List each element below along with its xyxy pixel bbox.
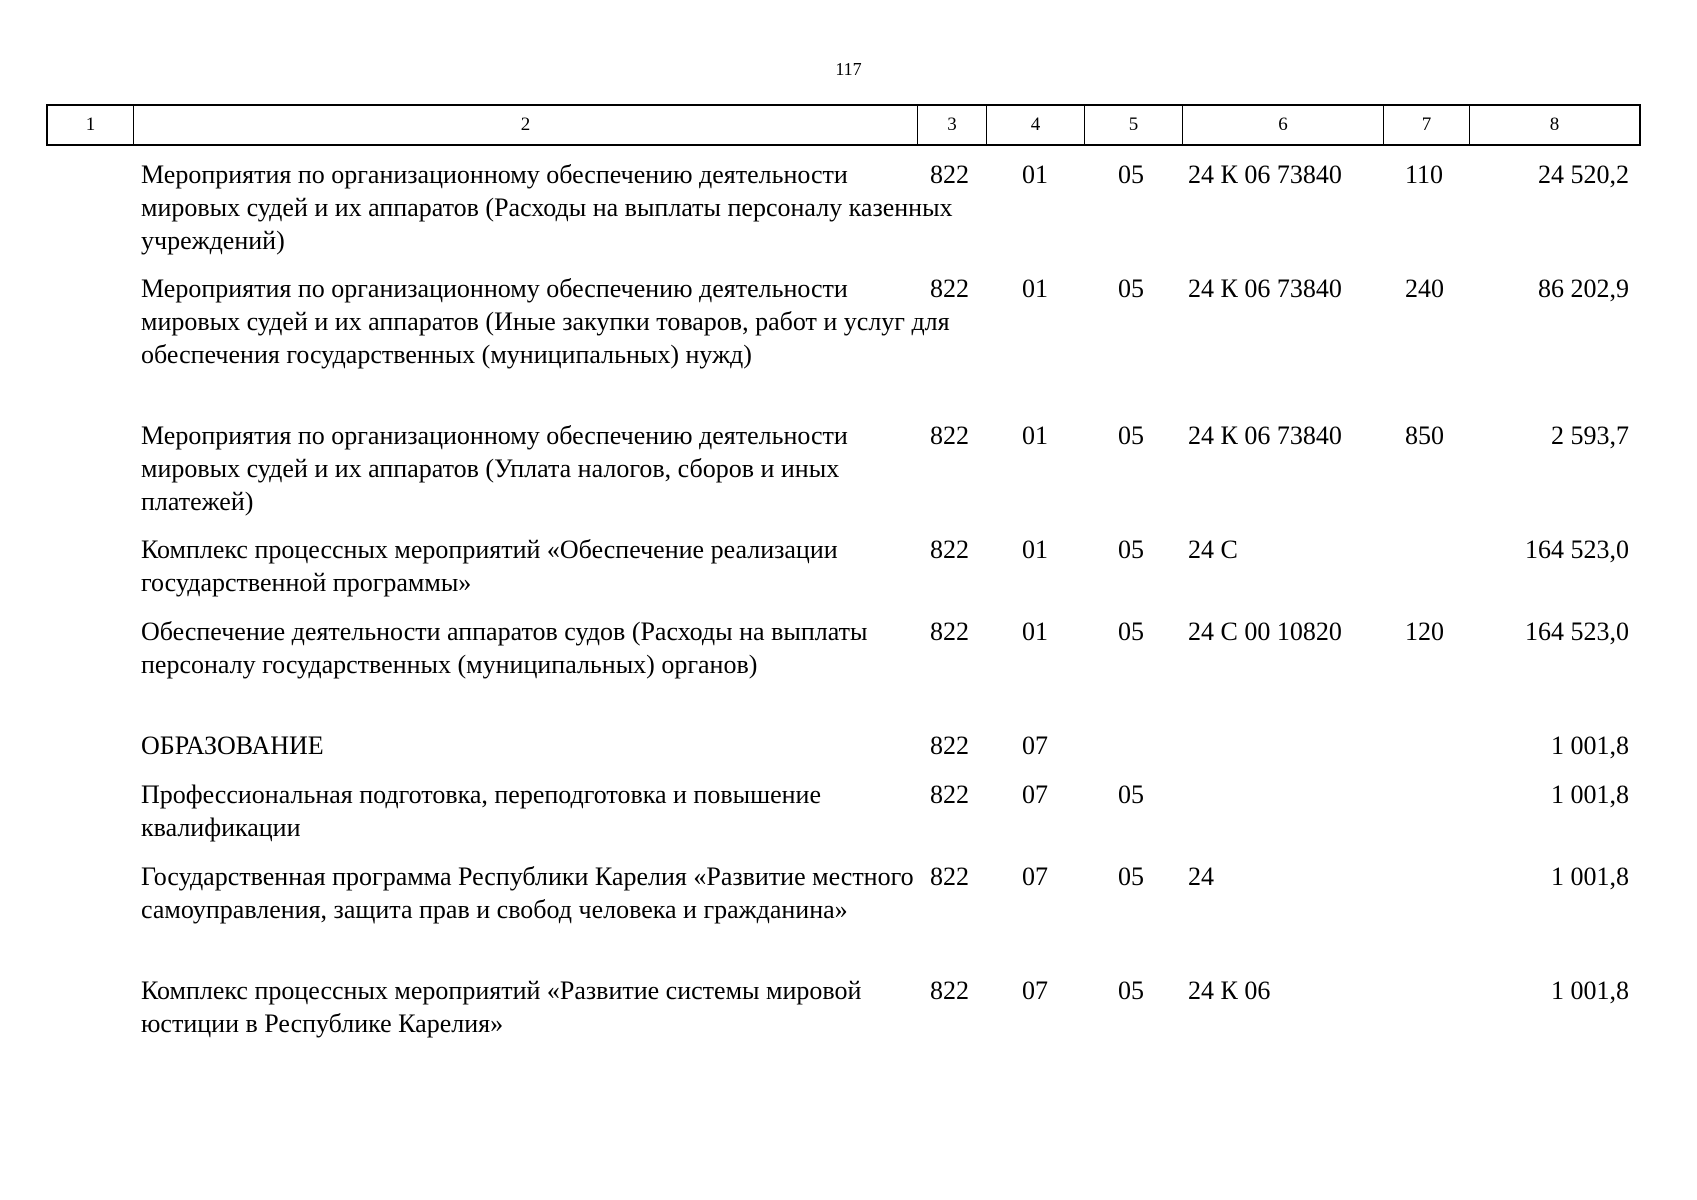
row-target-code: 24 С 00 10820 [1188,617,1342,646]
row-section-code: 01 [1022,617,1048,646]
row-amount: 86 202,9 [1538,274,1629,303]
row-name: ОБРАЗОВАНИЕ [141,731,324,760]
row-amount: 24 520,2 [1538,160,1629,189]
row-section-code: 01 [1022,274,1048,303]
row-name: Государственная программа Республики Карелия «Развитие местного самоуправления, защита прав и свобод человека и гражданина» [141,862,914,924]
row-section-code: 01 [1022,160,1048,189]
row-subsection-code: 05 [1118,274,1144,303]
row-ministry-code: 822 [930,421,969,450]
row-target-code: 24 [1188,862,1214,891]
row-target-code: 24 К 06 [1188,976,1271,1005]
table-row [46,974,1641,1056]
table-row [46,272,1641,419]
table-row [46,778,1641,860]
table-row [46,533,1641,615]
row-ministry-code: 822 [930,617,969,646]
table-row [46,419,1641,533]
row-amount: 164 523,0 [1525,535,1629,564]
row-expense-type: 240 [1405,274,1444,303]
page-number: 117 [835,59,862,79]
row-ministry-code: 822 [930,160,969,189]
row-target-code: 24 С [1188,535,1238,564]
row-name: Профессиональная подготовка, переподготовка и повышение квалификации [141,780,822,842]
table-row [46,615,1641,729]
header-col-2: 2 [134,106,918,144]
row-section-code: 07 [1022,862,1048,891]
row-section-code: 07 [1022,731,1048,760]
row-amount: 1 001,8 [1551,731,1629,760]
row-amount: 1 001,8 [1551,976,1629,1005]
row-name: Мероприятия по организационному обеспечению деятельности мировых судей и их аппаратов (Расходы на выплаты персоналу казенных учреждений) [141,160,953,255]
header-col-7: 7 [1384,106,1470,144]
table-row [46,158,1641,272]
row-ministry-code: 822 [930,731,969,760]
row-target-code: 24 К 06 73840 [1188,274,1342,303]
row-amount: 2 593,7 [1551,421,1629,450]
row-amount: 1 001,8 [1551,862,1629,891]
row-name: Мероприятия по организационному обеспечению деятельности мировых судей и их аппаратов (Иные закупки товаров, работ и услуг для обеспечения государственных (муниципальных) нужд) [141,274,950,369]
row-target-code: 24 К 06 73840 [1188,421,1342,450]
row-name: Мероприятия по организационному обеспечению деятельности мировых судей и их аппаратов (Уплата налогов, сборов и иных платежей) [141,421,848,516]
row-name: Комплекс процессных мероприятий «Развитие системы мировой юстиции в Республике Карелия» [141,976,862,1038]
row-name: Обеспечение деятельности аппаратов судов (Расходы на выплаты персоналу государственных (муниципальных) органов) [141,617,868,679]
row-subsection-code: 05 [1118,862,1144,891]
row-subsection-code: 05 [1118,421,1144,450]
row-subsection-code: 05 [1118,160,1144,189]
header-col-5: 5 [1085,106,1183,144]
row-ministry-code: 822 [930,780,969,809]
row-expense-type: 120 [1405,617,1444,646]
row-subsection-code: 05 [1118,780,1144,809]
row-amount: 1 001,8 [1551,780,1629,809]
header-col-6: 6 [1183,106,1384,144]
header-col-8: 8 [1549,114,1560,135]
header-col-3: 3 [918,106,987,144]
row-subsection-code: 05 [1118,976,1144,1005]
row-subsection-code: 05 [1118,535,1144,564]
header-col-4: 4 [987,106,1085,144]
table-row [46,860,1641,974]
header-col-1: 1 [48,106,134,144]
table-row [46,729,1641,778]
row-ministry-code: 822 [930,274,969,303]
row-ministry-code: 822 [930,535,969,564]
row-subsection-code: 05 [1118,617,1144,646]
row-section-code: 07 [1022,780,1048,809]
table-header [46,104,1641,146]
row-expense-type: 110 [1405,160,1444,189]
row-ministry-code: 822 [930,976,969,1005]
row-amount: 164 523,0 [1525,617,1629,646]
row-section-code: 01 [1022,421,1048,450]
row-section-code: 07 [1022,976,1048,1005]
row-expense-type: 850 [1405,421,1444,450]
row-name: Комплекс процессных мероприятий «Обеспечение реализации государственной программы» [141,535,838,597]
row-ministry-code: 822 [930,862,969,891]
row-section-code: 01 [1022,535,1048,564]
table-body [46,158,1641,1056]
row-target-code: 24 К 06 73840 [1188,160,1342,189]
